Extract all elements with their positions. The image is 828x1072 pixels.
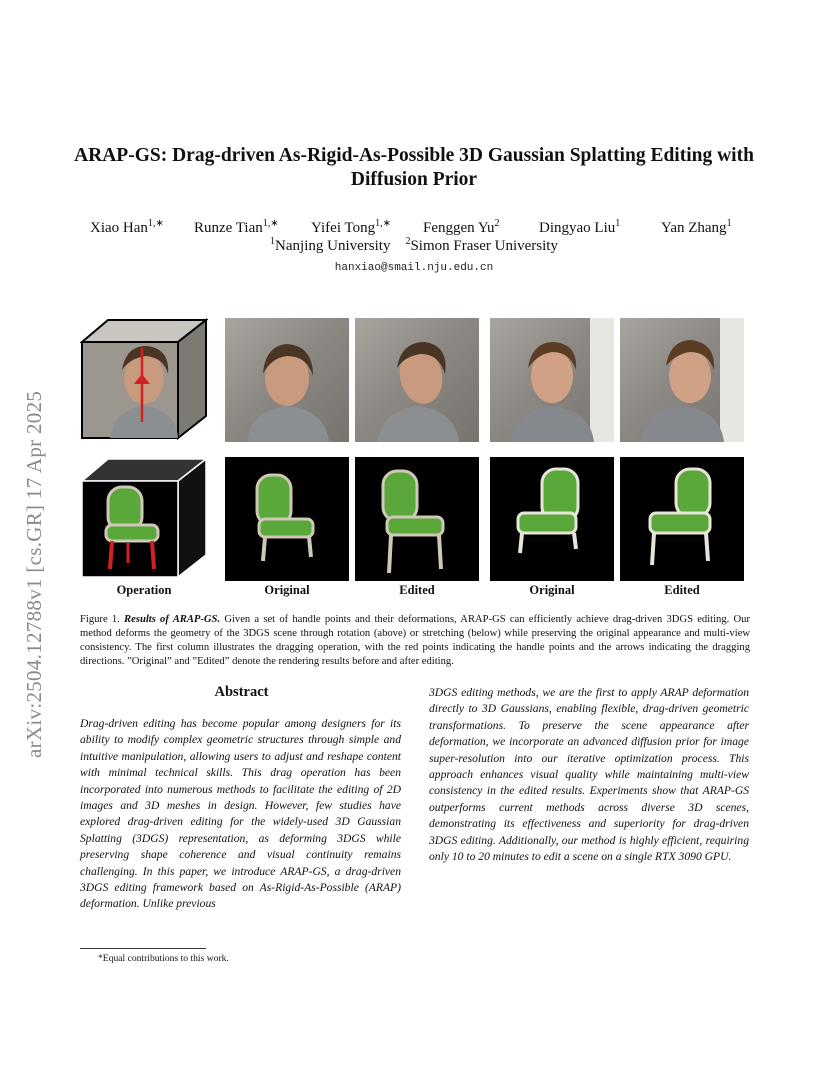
- figure-caption: Figure 1. Results of ARAP-GS. Given a set of handle points and their deformations, ARAP-GS can efficiently achieve drag-driven 3DGS editing. Our method deforms the geometry of the 3DGS scene through rotation (above) or stretching (below) while preserving the original appearance and multi-view consistency. The first column illustrates the dragging operation, with the red points indicating the handle points and the arrows indicating the dragging directions. ”Original” and ”Edited” denote the rendering results before and after editing.: [80, 614, 750, 667]
- figure-chair-original-1: [225, 457, 349, 581]
- author: Yan Zhang$^1$: [661, 218, 732, 236]
- figure-operation-head: [80, 318, 208, 442]
- figure-head-edited-2: [620, 318, 744, 442]
- author: Yifei Tong$^{1,∗}$: [311, 218, 391, 236]
- figure-label-original: Original: [264, 583, 310, 597]
- figure-operation-chair: [80, 457, 208, 581]
- author: Dingyao Liu$^1$: [539, 218, 621, 236]
- contact-email[interactable]: hanxiao@smail.nju.edu.cn: [334, 262, 494, 274]
- cube-chair-illustration: [80, 457, 208, 581]
- author: Fenggen Yu$^2$: [423, 218, 500, 236]
- figure-label-operation: Operation: [116, 583, 172, 597]
- figure-label-edited: Edited: [664, 583, 700, 597]
- figure-label-edited: Edited: [399, 583, 435, 597]
- paper-title: ARAP-GS: Drag-driven As-Rigid-As-Possible 3D Gaussian Splatting Editing with Diffusion Prior: [74, 145, 754, 190]
- abstract-heading: Abstract: [214, 684, 269, 700]
- abstract-left-column: Drag-driven editing has become popular among designers for its ability to modify complex geometric structures through simple and intuitive manipulation, allowing users to adjust and reshape content with minimal technical skills. This drag operation has been incorporated into numerous methods to facilitate the editing of 2D images and 3D meshes in design. However, few studies have explored drag-driven editing for the widely-used 3D Gaussian Splatting (3DGS) representation, as deforming 3DGS while preserving shape coherence and visual continuity remains challenging. In this paper, we introduce ARAP-GS, a drag-driven 3DGS editing framework based on As-Rigid-As-Possible (ARAP) deformation. Unlike previous: [80, 717, 401, 911]
- author: Runze Tian$^{1,∗}$: [194, 218, 279, 236]
- figure-chair-edited-1: [355, 457, 479, 581]
- figure-chair-edited-2: [620, 457, 744, 581]
- figure-chair-original-2: [490, 457, 614, 581]
- cube-head-illustration: [80, 318, 208, 442]
- footnote-rule: [80, 948, 206, 949]
- figure-head-original-1: [225, 318, 349, 442]
- affiliations: $^1$Nanjing University $^2$Simon Fraser University: [270, 236, 558, 254]
- figure-label-original: Original: [529, 583, 575, 597]
- footnote: *Equal contributions to this work.: [98, 953, 229, 964]
- figure-head-edited-1: [355, 318, 479, 442]
- author: Xiao Han$^{1,∗}$: [90, 218, 164, 236]
- figure-head-original-2: [490, 318, 614, 442]
- arxiv-stamp: arXiv:2504.12788v1 [cs.GR] 17 Apr 2025: [22, 390, 46, 758]
- abstract-right-column: 3DGS editing methods, we are the first to apply ARAP deformation directly to 3D Gaussians, enabling flexible, drag-driven geometric transformations. To preserve the scene appearance after deformation, we incorporate an advanced diffusion prior for image super-resolution into our iterative optimization process. This approach enhances visual quality while maintaining multi-view consistency in the edited results. Experiments show that ARAP-GS outperforms current methods across diverse 3D scenes, demonstrating its effectiveness and superiority for drag-driven 3DGS editing. Additionally, our method is highly efficient, requiring only 10 to 20 minutes to edit a scene on a single RTX 3090 GPU.: [429, 686, 749, 864]
